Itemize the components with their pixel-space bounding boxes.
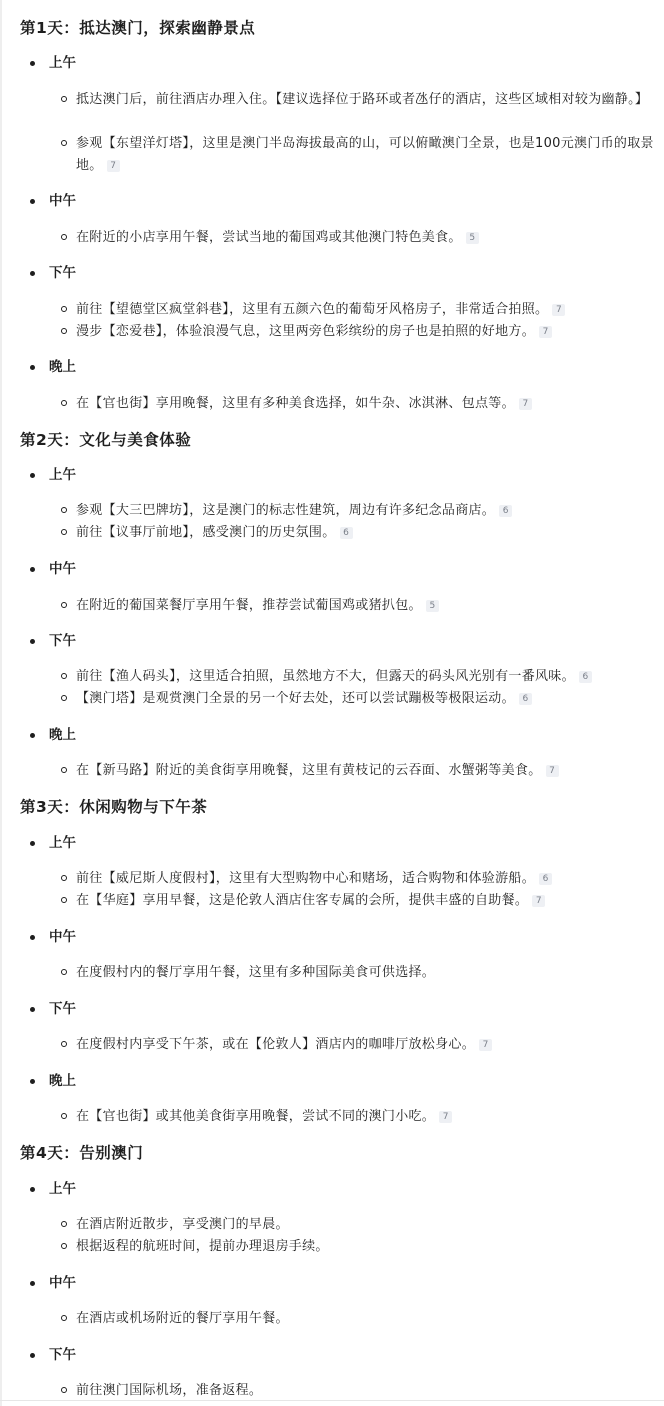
bullet <box>61 400 67 406</box>
bullet <box>30 473 35 478</box>
day-title: 第1天：抵达澳门，探索幽静景点 <box>20 19 256 37</box>
citation-badge[interactable]: 6 <box>340 527 353 539</box>
item-text: 根据返程的航班时间，提前办理退房手续。 <box>76 1239 329 1254</box>
day-title: 第3天：休闲购物与下午茶 <box>20 798 208 816</box>
day-title: 第4天：告别澳门 <box>20 1144 144 1162</box>
citation-badge[interactable]: 5 <box>426 600 439 612</box>
item-text: 前往澳门国际机场，准备返程。 <box>76 1383 263 1398</box>
list-item <box>60 522 658 544</box>
item-text: 参观【大三巴牌坊】，这是澳门的标志性建筑，周边有许多纪念品商店。 <box>76 503 496 518</box>
period-label: 上午 <box>49 835 76 851</box>
bullet <box>61 767 67 773</box>
item-text: 在酒店或机场附近的餐厅享用午餐。 <box>76 1311 289 1326</box>
bullet <box>30 1007 35 1012</box>
period-label: 下午 <box>49 265 76 281</box>
item-text: 在【新马路】附近的美食街享用晚餐，这里有黄枝记的云吞面、水蟹粥等美食。 <box>76 763 542 778</box>
period-label: 上午 <box>49 55 76 71</box>
period-label: 中午 <box>49 193 76 209</box>
bullet <box>30 841 35 846</box>
period-label: 晚上 <box>49 727 76 743</box>
citation-badge[interactable]: 7 <box>546 765 559 777</box>
bullet <box>61 897 67 903</box>
item-text: 抵达澳门后，前往酒店办理入住。【建议选择位于路环或者氹仔的酒店，这些区域相对较为幽静。】 <box>76 92 649 107</box>
list-item <box>60 868 658 890</box>
period-label: 下午 <box>49 1347 76 1363</box>
item-text: 【澳门塔】是观赏澳门全景的另一个好去处，还可以尝试蹦极等极限运动。 <box>76 691 515 706</box>
item-text: 漫步【恋爱巷】，体验浪漫气息，这里两旁色彩缤纷的房子也是拍照的好地方。 <box>76 324 536 339</box>
list-item <box>60 500 658 522</box>
item-text: 前往【渔人码头】，这里适合拍照，虽然地方不大，但露天的码头风光别有一番风味。 <box>76 669 575 684</box>
bullet <box>61 529 67 535</box>
citation-badge[interactable]: 7 <box>439 1111 452 1123</box>
bullet <box>61 1243 67 1249</box>
citation-badge[interactable]: 6 <box>579 671 592 683</box>
item-text: 在附近的葡国菜餐厅享用午餐，推荐尝试葡国鸡或猪扒包。 <box>76 598 422 613</box>
period-label: 中午 <box>49 929 76 945</box>
bullet <box>61 695 67 701</box>
bullet <box>30 1187 35 1192</box>
bullet <box>61 1221 67 1227</box>
bullet <box>61 306 67 312</box>
citation-badge[interactable]: 7 <box>539 326 552 338</box>
left-border <box>0 0 2 1406</box>
citation-badge[interactable]: 5 <box>466 232 479 244</box>
item-text: 在度假村内的餐厅享用午餐，这里有多种国际美食可供选择。 <box>76 965 436 980</box>
bullet <box>61 1113 67 1119</box>
item-text: 在【华庭】享用早餐，这是伦敦人酒店住客专属的会所，提供丰盛的自助餐。 <box>76 893 529 908</box>
bullet <box>30 271 35 276</box>
period-label: 晚上 <box>49 359 76 375</box>
bullet <box>30 1353 35 1358</box>
bullet <box>61 602 67 608</box>
bullet <box>30 1079 35 1084</box>
bullet <box>61 875 67 881</box>
citation-badge[interactable]: 7 <box>519 398 532 410</box>
list-item <box>60 299 658 321</box>
list-item <box>60 688 658 710</box>
citation-badge[interactable]: 7 <box>107 160 120 172</box>
item-text: 在酒店附近散步，享受澳门的早晨。 <box>76 1217 289 1232</box>
list-item <box>60 89 658 111</box>
list-item <box>60 1214 658 1236</box>
period-label: 下午 <box>49 633 76 649</box>
bullet <box>30 199 35 204</box>
list-item <box>60 962 658 984</box>
bullet <box>30 61 35 66</box>
citation-badge[interactable]: 7 <box>552 304 565 316</box>
bullet <box>61 1041 67 1047</box>
citation-badge[interactable]: 6 <box>539 873 552 885</box>
bullet <box>30 639 35 644</box>
bullet <box>61 140 67 146</box>
item-text: 在【官也街】享用晚餐，这里有多种美食选择，如牛杂、冰淇淋、包点等。 <box>76 396 515 411</box>
bullet <box>61 234 67 240</box>
list-item <box>60 666 658 688</box>
list-item <box>60 1380 658 1402</box>
item-text: 参观【东望洋灯塔】，这里是澳门半岛海拔最高的山，可以俯瞰澳门全景，也是100元澳门币的取景地。 <box>76 136 654 173</box>
item-text: 前往【议事厅前地】，感受澳门的历史氛围。 <box>76 525 336 540</box>
list-item <box>60 1236 658 1258</box>
bullet <box>30 733 35 738</box>
bullet <box>30 935 35 940</box>
item-text: 在【官也街】或其他美食街享用晚餐，尝试不同的澳门小吃。 <box>76 1109 436 1124</box>
bullet <box>61 1315 67 1321</box>
list-item <box>60 133 658 176</box>
citation-badge[interactable]: 6 <box>519 693 532 705</box>
list-item <box>60 393 658 415</box>
list-item <box>60 227 658 249</box>
list-item <box>60 1308 658 1330</box>
list-item <box>60 595 658 617</box>
period-label: 中午 <box>49 561 76 577</box>
list-item <box>60 321 658 343</box>
bullet <box>61 96 67 102</box>
bottom-border <box>0 1400 664 1401</box>
citation-badge[interactable]: 7 <box>479 1039 492 1051</box>
list-item <box>60 760 658 782</box>
bullet <box>30 567 35 572</box>
list-item <box>60 1034 658 1056</box>
bullet <box>61 673 67 679</box>
bullet <box>61 328 67 334</box>
item-text: 在度假村内享受下午茶，或在【伦敦人】酒店内的咖啡厅放松身心。 <box>76 1037 476 1052</box>
period-label: 晚上 <box>49 1073 76 1089</box>
citation-badge[interactable]: 7 <box>532 895 545 907</box>
item-text: 前往【威尼斯人度假村】，这里有大型购物中心和赌场，适合购物和体验游船。 <box>76 871 536 886</box>
bullet <box>61 507 67 513</box>
list-item <box>60 1106 658 1128</box>
list-item <box>60 890 658 912</box>
item-text: 前往【望德堂区疯堂斜巷】，这里有五颜六色的葡萄牙风格房子，非常适合拍照。 <box>76 302 549 317</box>
day-title: 第2天：文化与美食体验 <box>20 431 192 449</box>
bullet <box>61 1387 67 1393</box>
bullet <box>30 365 35 370</box>
period-label: 上午 <box>49 467 76 483</box>
period-label: 上午 <box>49 1181 76 1197</box>
item-text: 在附近的小店享用午餐，尝试当地的葡国鸡或其他澳门特色美食。 <box>76 230 462 245</box>
bullet <box>61 969 67 975</box>
citation-badge[interactable]: 6 <box>499 505 512 517</box>
period-label: 中午 <box>49 1275 76 1291</box>
period-label: 下午 <box>49 1001 76 1017</box>
bullet <box>30 1281 35 1286</box>
